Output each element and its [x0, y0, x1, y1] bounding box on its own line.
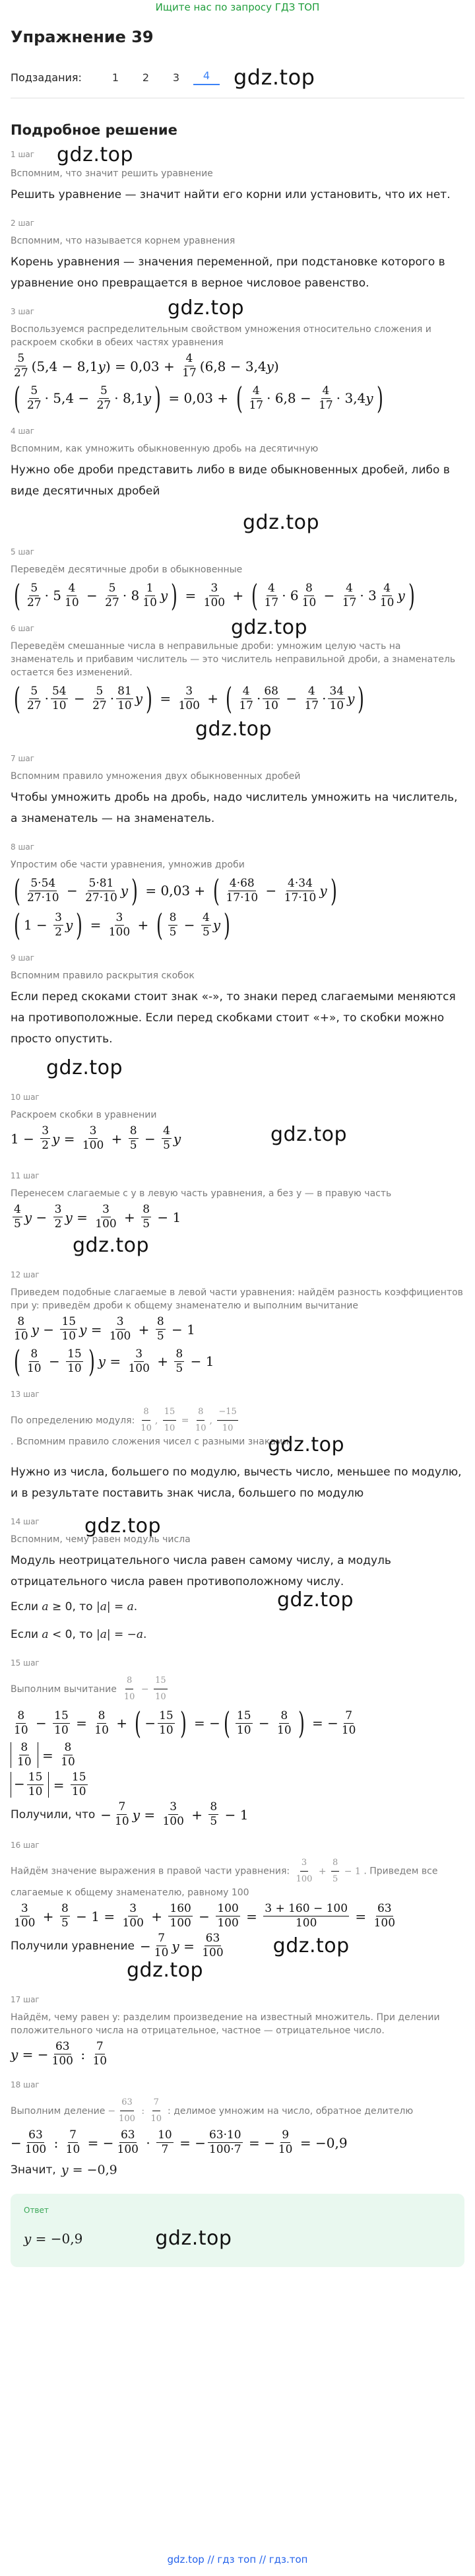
- step-16: [11, 1841, 464, 1982]
- subtask-3[interactable]: 3: [172, 71, 180, 84]
- step-label: 11 шаг: [11, 1171, 40, 1180]
- step-text: Нужно обе дроби представить либо в виде обыкновенных дробей, либо в виде десятичных дробей: [11, 463, 450, 498]
- step-label: 15 шаг: [11, 1658, 40, 1668]
- equation: ( $\frac{5}{27}$ · $\frac{54}{10}$ − $\frac{5}{27}$ · $\frac{81}{10}$ y ) = $\frac{3}{100}$ + ( $\frac{4}{17}$ · $\frac{68}{10}$ − $\frac{4}{17}$ · $\frac{34}{10}$ y ): [14, 681, 365, 716]
- step-label: 17 шаг: [11, 1995, 40, 2004]
- step-label: 5 шаг: [11, 547, 35, 557]
- equation: $\frac{8}{10}$ y − $\frac{15}{10}$ y = $\frac{3}{100}$ + $\frac{8}{5}$ − 1: [14, 1315, 195, 1343]
- step-label: 18 шаг: [11, 2080, 40, 2089]
- watermark: gdz.top: [233, 65, 315, 90]
- step-note: Вспомним, чему равен модуль числа: [11, 1534, 191, 1545]
- equation: $\frac{5}{27}$ (5,4 − 8,1 y ) = 0,03 + $\frac{4}{17}$ (6,8 − 3,4 y ): [14, 352, 279, 380]
- step-text: Нужно из числа, большего по модулю, вычесть число, меньшее по модулю, и в результате поставить знак числа, большего по модулю: [11, 1466, 462, 1500]
- answer-value: y = −0,9: [24, 2230, 83, 2247]
- result-row: Получили, что − $\frac{7}{10}$ y = $\frac{3}{100}$ + $\frac{8}{5}$ − 1: [11, 1800, 249, 1828]
- equation: y = − $\frac{63}{100}$ : $\frac{7}{10}$: [11, 2040, 108, 2068]
- equation: ( $\frac{8}{10}$ − $\frac{15}{10}$ ) y = $\frac{3}{100}$ + $\frac{8}{5}$ − 1: [14, 1343, 214, 1379]
- step-10: [11, 1093, 464, 1151]
- watermark: gdz.top: [195, 718, 272, 741]
- step-label: 2 шаг: [11, 219, 35, 228]
- step-note: Приведем подобные слагаемые в левой части уравнения: найдём разность коэффициентов при y: приведём дроби к общему знаменателю и выполним вычитание: [11, 1287, 463, 1311]
- step-text: Если перед скоками стоит знак «-», то знаки перед слагаемыми меняются на противоположные. Если перед скобками стоит «+», то скобки можно просто опустить.: [11, 990, 456, 1046]
- step-text: Решить уравнение — значит найти его корни или установить, что их нет.: [11, 188, 451, 201]
- subtasks-nav: [11, 65, 464, 90]
- step-9: [11, 953, 464, 1079]
- step-label: 4 шаг: [11, 426, 35, 436]
- step-label: 10 шаг: [11, 1093, 40, 1102]
- result-row: Получили уравнение − $\frac{7}{10}$ y = $\frac{63}{100}$ gdz.top: [11, 1932, 350, 1959]
- step-label: 8 шаг: [11, 842, 35, 852]
- subtask-2[interactable]: 2: [142, 71, 150, 84]
- watermark: gdz.top: [168, 296, 245, 320]
- step-note: Вспомним, что называется корнем уравнения: [11, 236, 236, 246]
- equation: ( $\frac{5\cdot 54}{27\cdot 10}$ − $\frac{5\cdot 81}{27\cdot 10}$ y ) = 0,03 + ( $\frac{4\cdot 68}{17\cdot 10}$ − $\frac{4\cdot 34}{17\cdot 10}$ y ): [14, 873, 337, 908]
- step-note: Воспользуемся распределительным свойством умножения относительно сложения и раскроем скобки в обеих частях уравнения: [11, 324, 431, 348]
- equation: $\frac{4}{5}$ y − $\frac{3}{2}$ y = $\frac{3}{100}$ + $\frac{8}{5}$ − 1: [14, 1203, 181, 1231]
- step-label: 3 шаг: [11, 307, 35, 316]
- result-row: Значит, y = −0,9: [11, 2163, 117, 2177]
- equation: − $\frac{15}{10}$ = $\frac{15}{10}$: [11, 1772, 464, 1798]
- step-5: [11, 547, 464, 611]
- step-6: [11, 616, 464, 741]
- step-3: [11, 296, 464, 416]
- step-label: 1 шаг: [11, 150, 35, 159]
- footer-links[interactable]: gdz.top // гдз топ // гдз.топ: [167, 2554, 308, 2565]
- step-label: 13 шаг: [11, 1390, 40, 1399]
- watermark: gdz.top: [270, 1123, 348, 1146]
- solution-page: [11, 28, 464, 2267]
- step-8: [11, 842, 464, 943]
- watermark: gdz.top: [268, 1433, 345, 1456]
- step-text: Корень уравнения — значения переменной, при подстановке которого в уравнение оно превращается в верное числовое равенство.: [11, 255, 445, 290]
- step-note: Перенесем слагаемые с y в левую часть уравнения, а без y — в правую часть: [11, 1188, 392, 1199]
- step-label: 6 шаг: [11, 624, 35, 633]
- equation: 1 − $\frac{3}{2}$ y = $\frac{3}{100}$ + $\frac{8}{5}$ − $\frac{4}{5}$ y: [11, 1124, 181, 1152]
- watermark: gdz.top: [272, 1934, 350, 1957]
- step-2: [11, 219, 464, 294]
- step-13: [11, 1390, 464, 1504]
- page-title: Упражнение 39: [11, 28, 154, 46]
- step-note: Выполним вычитание $\frac{8}{10}$ − $\frac{15}{10}$: [11, 1676, 166, 1702]
- watermark: gdz.top: [277, 1588, 354, 1611]
- equation: ( $\frac{5}{27}$ · 5 $\frac{4}{10}$ − $\frac{5}{27}$ · 8 $\frac{1}{10}$ y ) = $\frac{3}{100}$ + ( $\frac{4}{17}$ · 6 $\frac{8}{10}$ − $\frac{4}{17}$ · 3 $\frac{4}{10}$ y ): [14, 578, 415, 613]
- step-note: Вспомним, как умножить обыкновенную дробь на десятичную: [11, 444, 319, 454]
- step-note: Переведём смешанные числа в неправильные дроби: умножим целую часть на знаменатель и прибавим числитель — это числитель неправильной дроби, а знаменатель остается без изменений.: [11, 641, 456, 678]
- step-15: [11, 1658, 464, 1827]
- rule-negative: Если a < 0, то |a| = −a.: [11, 1628, 147, 1641]
- watermark: gdz.top: [73, 1234, 150, 1257]
- equation: $\frac{8}{10}$ = $\frac{8}{10}$: [11, 1742, 464, 1768]
- step-12: [11, 1270, 464, 1379]
- step-text: Модуль неотрицательного числа равен самому числу, а модуль отрицательного числа равен противоположному числу.: [11, 1554, 391, 1588]
- equation: − $\frac{63}{100}$ : $\frac{7}{10}$ = − $\frac{63}{100}$ · $\frac{10}{7}$ = − $\frac{63\cdot 10}{100\cdot 7}$ = − $\frac{9}{10}$ = −0,9: [11, 2128, 348, 2156]
- equation: ( 1 − $\frac{3}{2}$ y ) = $\frac{3}{100}$ + ( $\frac{8}{5}$ − $\frac{4}{5}$ y ): [14, 907, 230, 943]
- step-label: 16 шаг: [11, 1841, 40, 1850]
- watermark: gdz.top: [46, 1056, 123, 1079]
- subtasks-label: Подзадания:: [11, 71, 82, 84]
- step-label: 7 шаг: [11, 754, 35, 763]
- step-label: 14 шаг: [11, 1517, 40, 1526]
- step-1: [11, 143, 464, 205]
- watermark: gdz.top: [127, 1959, 204, 1982]
- step-note: По определению модуля: $\frac{8}{10}$ , $\frac{15}{10}$ = $\frac{8}{10}$ , $\frac{-15}{10}$ . Вспомним правило сложения чисел с разными знаками: [11, 1407, 289, 1447]
- step-14: [11, 1514, 464, 1645]
- step-note: Найдём значение выражения в правой части уравнения: $\frac{3}{100}$ + $\frac{8}{5}$ − 1 . Приведем все слагаемые к общему знаменателю, равному 100: [11, 1858, 438, 1898]
- equation: $\frac{3}{100}$ + $\frac{8}{5}$ − 1 = $\frac{3}{100}$ + $\frac{160}{100}$ − $\frac{100}{100}$ = $\frac{3 + 160 - 100}{100}$ = $\frac{63}{100}$: [14, 1902, 396, 1930]
- equation: ( $\frac{5}{27}$ · 5,4 − $\frac{5}{27}$ · 8,1 y ) = 0,03 + ( $\frac{4}{17}$ · 6,8 − $\frac{4}{17}$ · 3,4 y ): [14, 380, 383, 416]
- watermark: gdz.top: [243, 511, 320, 534]
- answer-box: [11, 2194, 464, 2267]
- watermark: gdz.top: [155, 2227, 232, 2250]
- step-18: [11, 2080, 464, 2181]
- step-note: Вспомним, что значит решить уравнение: [11, 168, 213, 179]
- step-7: [11, 754, 464, 829]
- step-4: [11, 426, 464, 534]
- step-note: Раскроем скобки в уравнении: [11, 1110, 157, 1120]
- step-17: [11, 1995, 464, 2067]
- answer-label: Ответ: [24, 2206, 49, 2215]
- top-banner[interactable]: Ищите нас по запросу ГДЗ ТОП: [155, 1, 320, 13]
- watermark: gdz.top: [57, 143, 134, 166]
- section-title: Подробное решение: [11, 122, 177, 138]
- step-note: Вспомним правило раскрытия скобок: [11, 970, 195, 981]
- watermark: gdz.top: [231, 616, 308, 639]
- step-note: Упростим обе части уравнения, умножив дроби: [11, 860, 245, 870]
- subtask-4-active[interactable]: 4: [193, 69, 220, 85]
- rule-nonnegative: Если a ≥ 0, то |a| = a.: [11, 1600, 138, 1613]
- step-note: Вспомним правило умножения двух обыкновенных дробей: [11, 771, 301, 782]
- step-text: Чтобы умножить дробь на дробь, надо числитель умножить на числитель, а знаменатель — на знаменатель.: [11, 791, 458, 825]
- watermark: gdz.top: [84, 1514, 162, 1538]
- step-note: Переведём десятичные дроби в обыкновенные: [11, 564, 243, 575]
- step-note: Найдём, чему равен y: разделим произведение на известный множитель. При делении положительного числа на отрицательное, частное — отрицательное число.: [11, 2012, 440, 2036]
- subtask-1[interactable]: 1: [111, 71, 119, 84]
- step-11: [11, 1171, 464, 1257]
- equation: $\frac{8}{10}$ − $\frac{15}{10}$ = $\frac{8}{10}$ + ( − $\frac{15}{10}$ ) = − ( $\frac{15}{10}$ − $\frac{8}{10}$ ) = − $\frac{7}{10}$: [14, 1705, 356, 1741]
- step-note: Выполним деление − $\frac{63}{100}$ : $\frac{7}{10}$ : делимое умножим на число, обратное делителю: [11, 2097, 414, 2124]
- step-label: 9 шаг: [11, 953, 35, 963]
- step-label: 12 шаг: [11, 1270, 40, 1279]
